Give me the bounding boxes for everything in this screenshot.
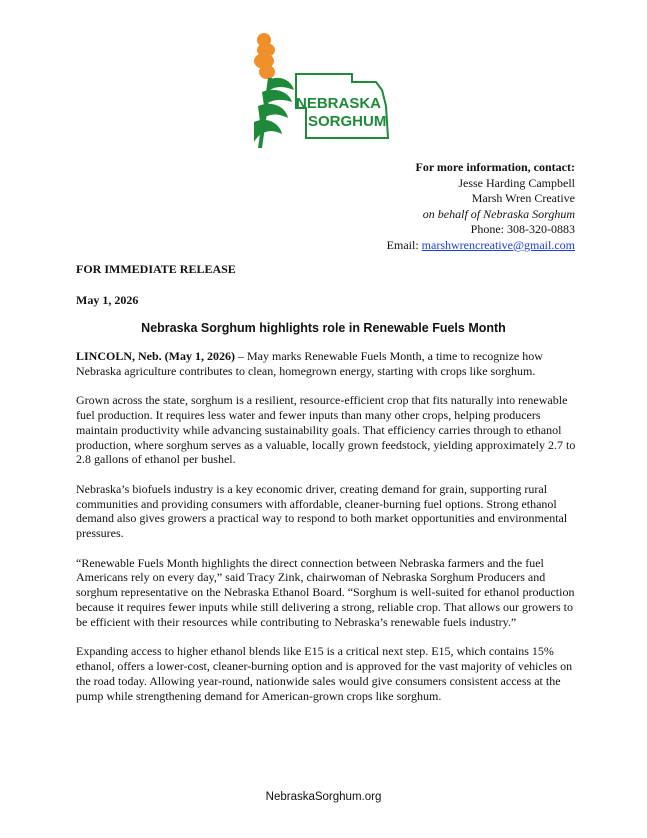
footer-website: NebraskaSorghum.org [265, 791, 382, 803]
press-release-body [76, 349, 581, 718]
email-link[interactable]: marshwrencreative@gmail.com [421, 237, 575, 252]
dateline: LINCOLN, Neb. (May 1, 2026) [76, 349, 235, 363]
email-label: Email: [386, 237, 422, 252]
contact-email-line [387, 238, 575, 254]
headline: Nebraska Sorghum highlights role in Renewable Fuels Month [141, 321, 506, 335]
contact-block [387, 160, 575, 253]
paragraph-1 [76, 349, 581, 379]
nebraska-sorghum-logo [248, 30, 398, 148]
paragraph-3: Nebraska’s biofuels industry is a key economic driver, creating demand for grain, supporting rural communities and providing consumers with affordable, cleaner-burning fuel options. Strong ethanol demand also gives growers a practical way to respond to both market opportunities and environmental pressures. [76, 481, 568, 541]
paragraph-2: Grown across the state, sorghum is a resilient, resource-efficient crop that fits naturally into renewable fuel production. It requires less water and fewer inputs than many other crops, helping producers maintain productivity while advancing sustainability goals. That efficiency carries through to ethanol production, where sorghum serves as a valuable, locally grown feedstock, yielding approximately 2.7 to 2.8 gallons of ethanol per bushel. [76, 393, 576, 467]
paragraph-5: Expanding access to higher ethanol blends like E15 is a critical next step. E15, which contains 15% ethanol, offers a lower-cost, cleaner-burning option and is approved for the vast majority of vehicles on the road today. Allowing year-round, nationwide sales would give consumers consistent access at the pump while strengthening demand for American-grown crops like sorghum. [76, 644, 573, 703]
contact-name: Jesse Harding Campbell [458, 175, 575, 190]
paragraph-4: “Renewable Fuels Month highlights the direct connection between Nebraska farmers and the fuel Americans rely on every day,” said Tracy Zink, chairwoman of Nebraska Sorghum Producers and sorghum representative on the Nebraska Ethanol Board. “Sorghum is well-suited for ethanol production because it requires fewer inputs while still delivering a strong, reliable crop. That allows our growers to be efficient with their resources while contributing to Nebraska’s renewable fuels industry.” [76, 555, 575, 629]
release-label: FOR IMMEDIATE RELEASE [76, 262, 236, 276]
contact-heading: For more information, contact: [415, 160, 575, 174]
contact-on-behalf: on behalf of Nebraska Sorghum [422, 206, 575, 221]
contact-company: Marsh Wren Creative [471, 191, 575, 205]
sorghum-grain-icon [254, 33, 275, 79]
paragraph-1-text: – May marks Renewable Fuels Month, a time to recognize how Nebraska agriculture contributes to clean, homegrown energy, starting with crops like sorghum. [76, 349, 543, 378]
release-date: May 1, 2026 [76, 293, 139, 307]
contact-phone: Phone: 308-320-0883 [470, 222, 575, 236]
sorghum-leaf-icon [254, 78, 294, 148]
logo-text-sorghum: SORGHUM [308, 113, 387, 130]
logo-text-nebraska: NEBRASKA [296, 95, 382, 112]
